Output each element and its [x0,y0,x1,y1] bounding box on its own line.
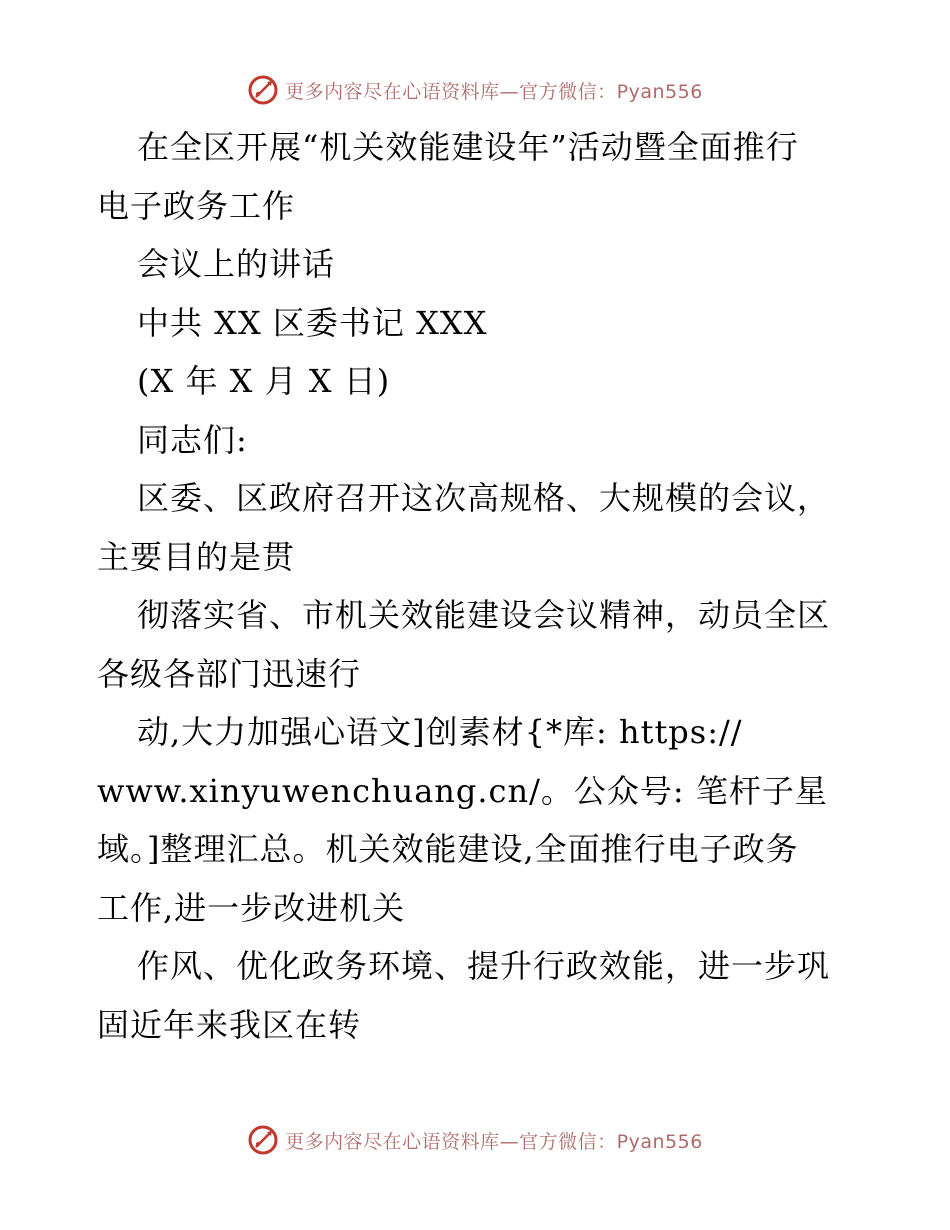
body-line: 固近年来我区在转 [97,1005,362,1044]
body-line: 作风、优化政务环境、提升行政效能，进一步巩 [137,947,831,985]
body-line: 各级各部门迅速行 [97,654,362,693]
footer-banner-text: 更多内容尽在心语资料库—官方微信：Pyan556 [285,1130,703,1153]
footer-banner [0,1120,950,1160]
body-line: www.xinyuwenchuang.cn/。公众号: 笔杆子星 [97,771,828,810]
body-line: 中共 XX 区委书记 XXX [137,303,488,342]
header-banner [0,70,950,110]
body-line: 电子政务工作 [97,186,296,225]
body-line: 动,大力加强心语文]创素材{*库: https:// [137,713,743,751]
body-line: 在全区开展“机关效能建设年”活动暨全面推行 [137,128,799,166]
body-line: 区委、区政府召开这次高规格、大规模的会议， [137,479,831,517]
body-line: 会议上的讲话 [137,245,336,283]
header-banner-text: 更多内容尽在心语资料库—官方微信：Pyan556 [285,80,703,103]
body-line: 域。]整理汇总。机关效能建设,全面推行电子政务 [97,830,799,868]
body-line: 工作,进一步改进机关 [97,888,406,927]
body-line: 彻落实省、市机关效能建设会议精神，动员全区 [137,596,831,634]
document-body [97,118,867,1054]
quill-logo-icon [247,1124,279,1156]
body-line: (X 年 X 月 X 日) [137,362,391,400]
quill-logo-icon [247,74,279,106]
body-line: 同志们: [137,420,248,459]
body-line: 主要目的是贯 [97,537,296,576]
